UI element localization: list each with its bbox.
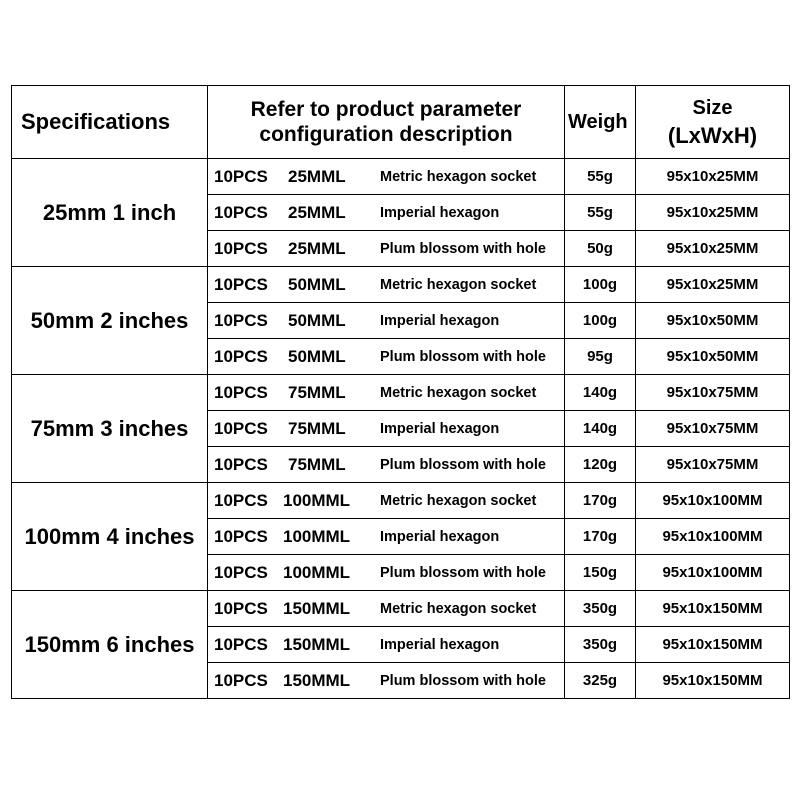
header-size-line1: Size [692,97,733,119]
quantity-text: 10PCS [214,202,268,222]
quantity-text: 10PCS [214,238,268,258]
bit-type-text: Plum blossom with hole [380,240,546,257]
quantity-text: 10PCS [214,526,268,546]
bit-type-text: Plum blossom with hole [380,456,546,473]
product-description-cell [208,627,565,663]
product-description-cell [208,411,565,447]
product-description-cell [208,447,565,483]
length-text: 75MML [288,382,346,402]
product-description-cell [208,375,565,411]
product-description-cell [208,303,565,339]
length-text: 25MML [288,166,346,186]
table-row [12,591,790,627]
size-cell: 95x10x25MM [636,267,790,303]
header-specifications: Specifications [12,86,208,159]
length-text: 100MML [283,562,351,582]
product-description-cell [208,591,565,627]
size-cell: 95x10x150MM [636,627,790,663]
product-description-cell [208,663,565,699]
bit-type-text: Metric hexagon socket [380,276,537,293]
size-cell: 95x10x75MM [636,375,790,411]
weight-cell: 50g [565,231,636,267]
quantity-text: 10PCS [214,490,268,510]
weight-cell: 55g [565,159,636,195]
product-description-cell [208,555,565,591]
size-cell: 95x10x150MM [636,663,790,699]
length-text: 50MML [288,310,346,330]
length-text: 75MML [288,418,346,438]
bit-type-text: Metric hexagon socket [380,600,537,617]
product-description-cell [208,339,565,375]
weight-cell: 170g [565,519,636,555]
length-text: 100MML [283,526,351,546]
bit-type-text: Imperial hexagon [380,204,500,221]
weight-cell: 140g [565,375,636,411]
quantity-text: 10PCS [214,598,268,618]
product-description-cell [208,231,565,267]
bit-type-text: Metric hexagon socket [380,168,537,185]
table-body [12,159,790,699]
product-description-cell [208,195,565,231]
bit-type-text: Plum blossom with hole [380,564,546,581]
header-size [636,86,790,159]
size-cell: 95x10x100MM [636,519,790,555]
spec-group-label: 150mm 6 inches [12,591,208,699]
bit-type-text: Plum blossom with hole [380,672,546,689]
table-row [12,159,790,195]
spec-group-label: 25mm 1 inch [12,159,208,267]
specification-table [11,85,790,699]
length-text: 25MML [288,238,346,258]
length-text: 50MML [288,346,346,366]
weight-cell: 120g [565,447,636,483]
quantity-text: 10PCS [214,562,268,582]
bit-type-text: Metric hexagon socket [380,384,537,401]
bit-type-text: Imperial hexagon [380,528,500,545]
quantity-text: 10PCS [214,310,268,330]
table-row [12,483,790,519]
weight-cell: 100g [565,267,636,303]
product-description-cell [208,519,565,555]
header-refer [208,86,565,159]
length-text: 150MML [283,634,351,654]
weight-cell: 150g [565,555,636,591]
quantity-text: 10PCS [214,634,268,654]
table-row [12,375,790,411]
spec-group-label: 100mm 4 inches [12,483,208,591]
length-text: 150MML [283,598,351,618]
bit-type-text: Imperial hexagon [380,420,500,437]
size-cell: 95x10x50MM [636,339,790,375]
length-text: 100MML [283,490,351,510]
size-cell: 95x10x50MM [636,303,790,339]
quantity-text: 10PCS [214,670,268,690]
size-cell: 95x10x150MM [636,591,790,627]
bit-type-text: Imperial hexagon [380,636,500,653]
size-cell: 95x10x25MM [636,159,790,195]
spec-group-label: 75mm 3 inches [12,375,208,483]
quantity-text: 10PCS [214,454,268,474]
quantity-text: 10PCS [214,418,268,438]
header-weigh: Weigh [565,86,636,159]
size-cell: 95x10x75MM [636,411,790,447]
bit-type-text: Plum blossom with hole [380,348,546,365]
header-row [12,86,790,159]
weight-cell: 140g [565,411,636,447]
quantity-text: 10PCS [214,166,268,186]
weight-cell: 350g [565,591,636,627]
table-row [12,267,790,303]
length-text: 50MML [288,274,346,294]
weight-cell: 55g [565,195,636,231]
weight-cell: 100g [565,303,636,339]
header-size-line2: (LxWxH) [667,123,758,148]
header-refer-line1: Refer to product parameter [250,98,522,121]
size-cell: 95x10x75MM [636,447,790,483]
size-cell: 95x10x25MM [636,231,790,267]
size-cell: 95x10x100MM [636,555,790,591]
weight-cell: 95g [565,339,636,375]
spec-group-label: 50mm 2 inches [12,267,208,375]
size-cell: 95x10x25MM [636,195,790,231]
header-refer-line2: configuration description [259,123,513,146]
weight-cell: 350g [565,627,636,663]
length-text: 150MML [283,670,351,690]
bit-type-text: Imperial hexagon [380,312,500,329]
length-text: 25MML [288,202,346,222]
quantity-text: 10PCS [214,346,268,366]
bit-type-text: Metric hexagon socket [380,492,537,509]
weight-cell: 170g [565,483,636,519]
size-cell: 95x10x100MM [636,483,790,519]
product-description-cell [208,267,565,303]
product-description-cell [208,159,565,195]
product-description-cell [208,483,565,519]
length-text: 75MML [288,454,346,474]
quantity-text: 10PCS [214,274,268,294]
quantity-text: 10PCS [214,382,268,402]
weight-cell: 325g [565,663,636,699]
